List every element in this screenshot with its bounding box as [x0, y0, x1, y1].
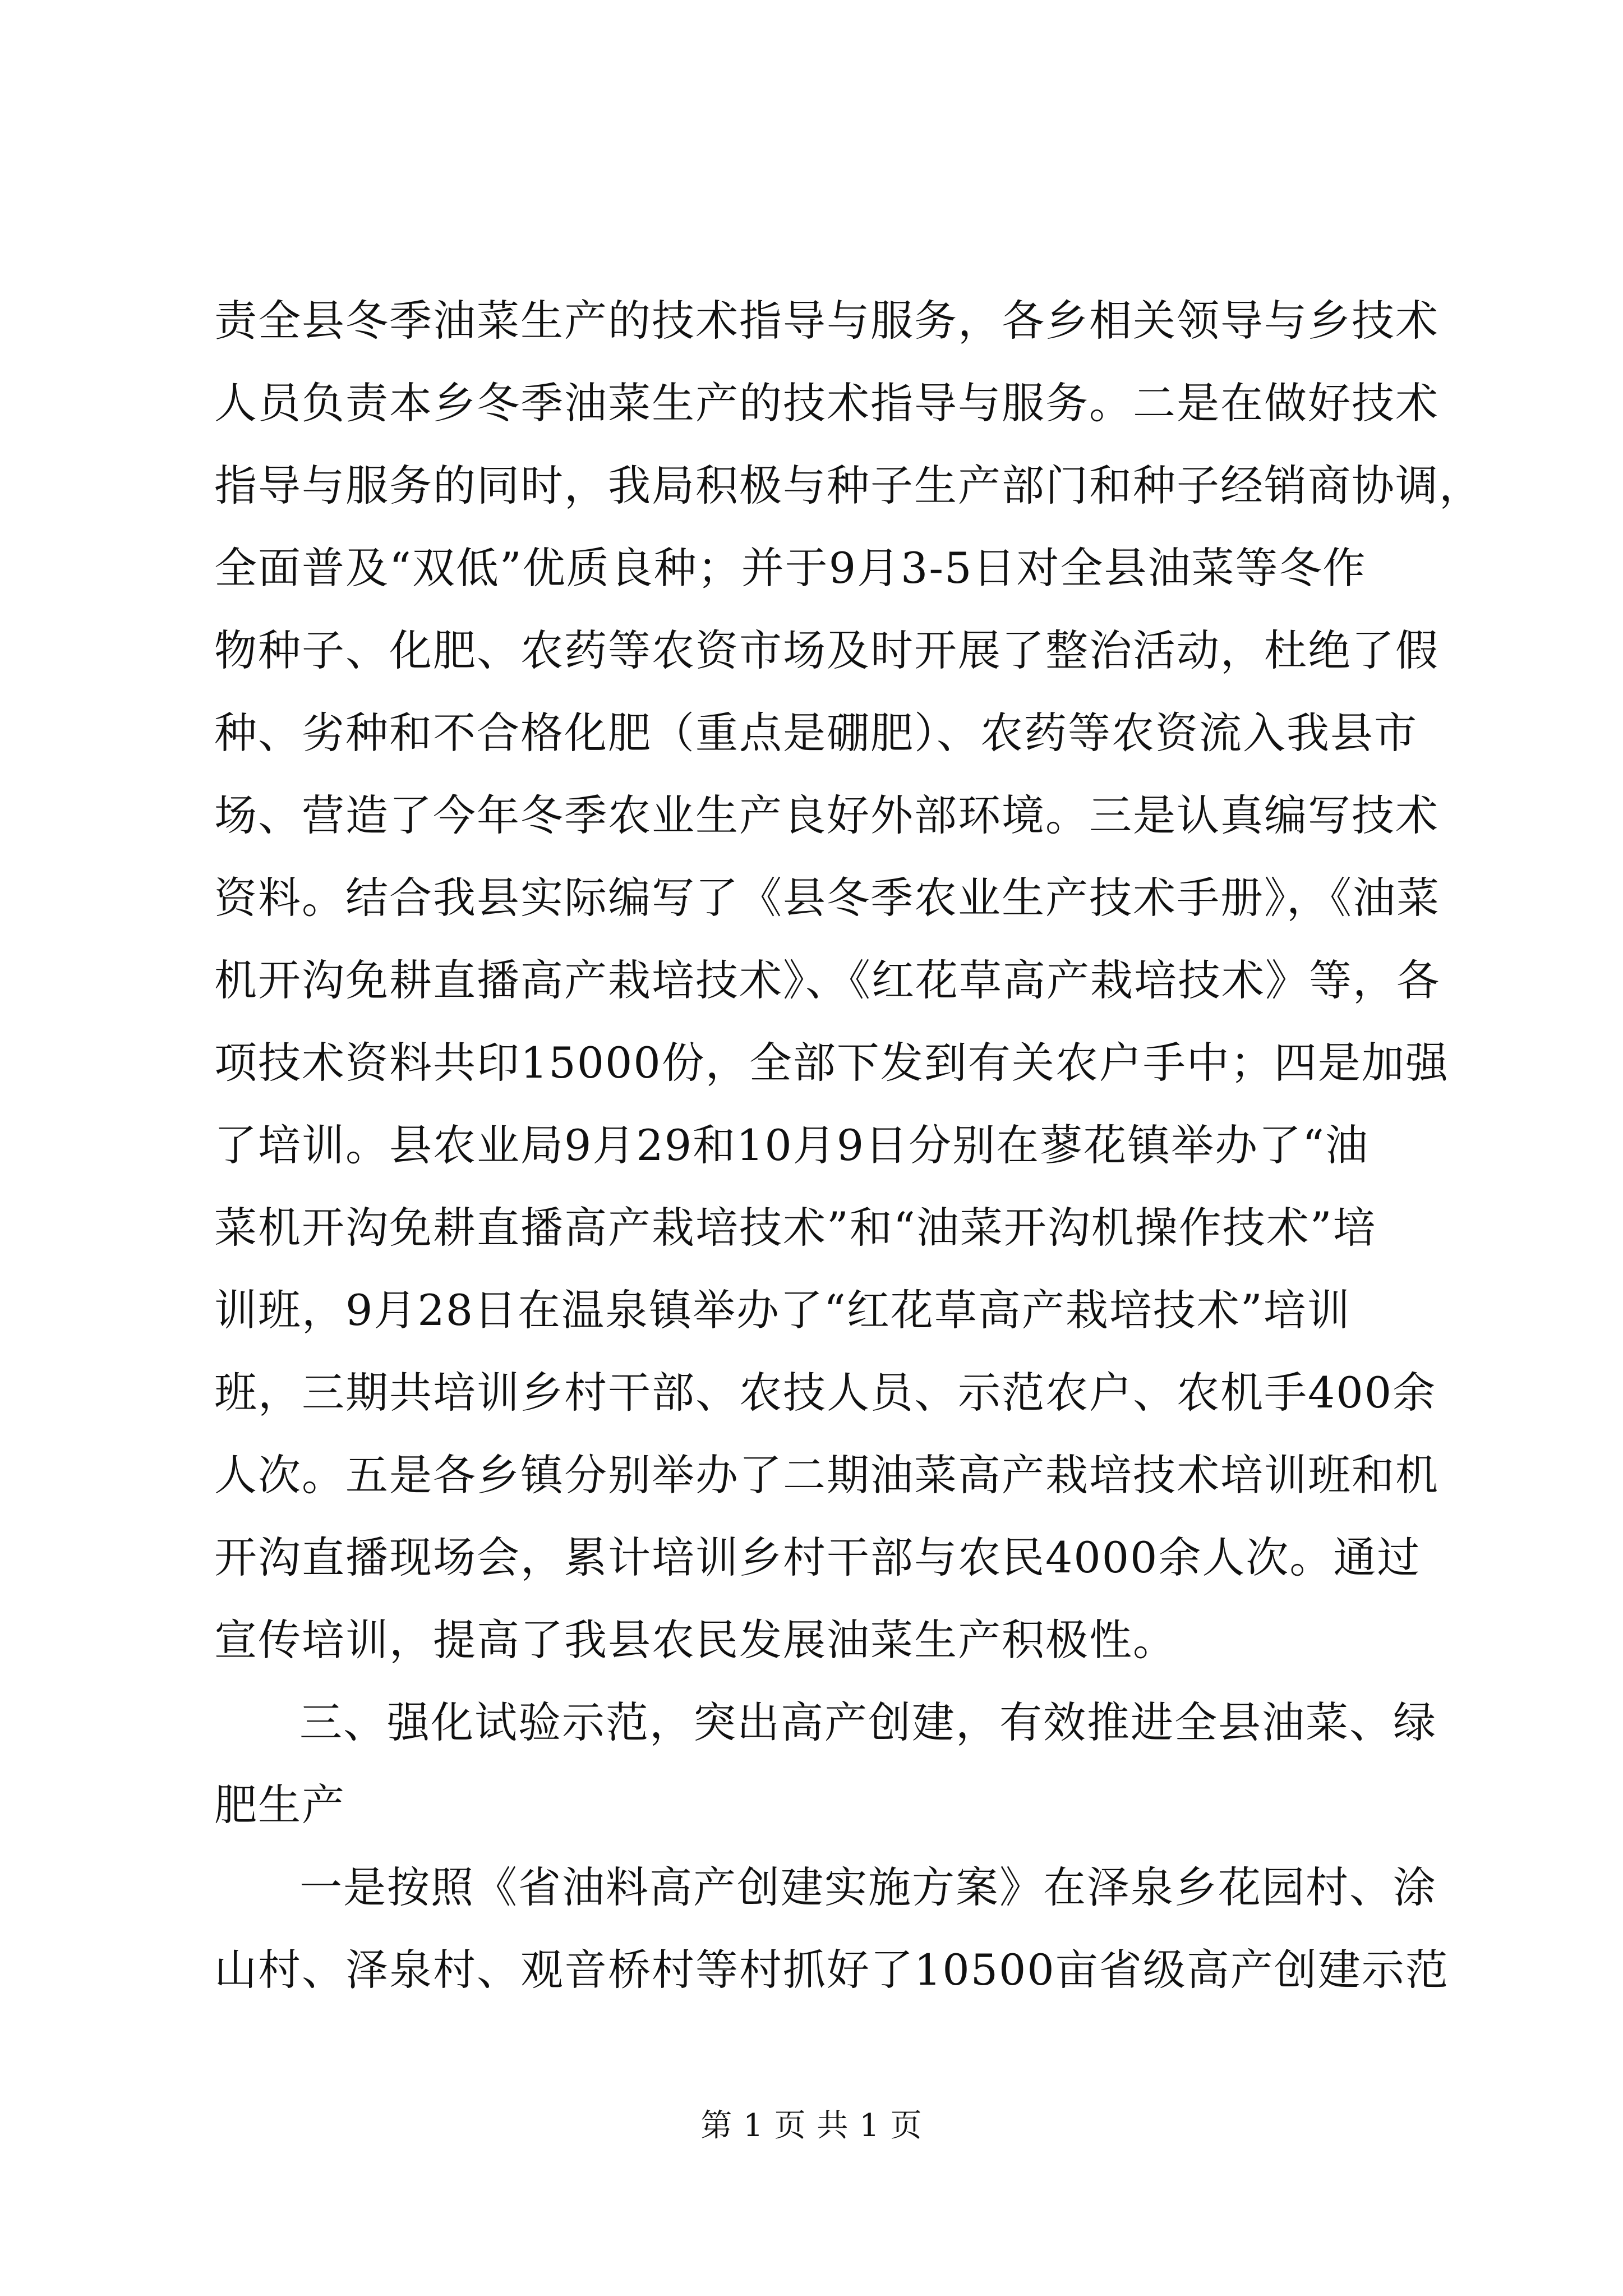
text-line: 宣传培训，提高了我县农民发展油菜生产积极性。	[214, 1615, 1177, 1665]
text-line: 物种子、化肥、农药等农资市场及时开展了整治活动，杜绝了假	[214, 625, 1439, 675]
text-line: 指导与服务的同时，我局积极与种子生产部门和种子经销商协调，	[214, 461, 1483, 510]
text-line: 资料。结合我县实际编写了《县冬季农业生产技术手册》，《油菜	[214, 873, 1440, 923]
text-line: 项技术资料共印15000份，全部下发到有关农户手中；四是加强	[214, 1038, 1449, 1088]
text-line: 人次。五是各乡镇分别举办了二期油菜高产栽培技术培训班和机	[214, 1450, 1439, 1500]
text-line: 全面普及“双低”优质良种；并于9月3-5日对全县油菜等冬作	[214, 543, 1367, 593]
text-line: 场、营造了今年冬季农业生产良好外部环境。三是认真编写技术	[214, 790, 1439, 840]
document-body	[214, 279, 1483, 2011]
text-line: 班，三期共培训乡村干部、农技人员、示范农户、农机手400余	[214, 1368, 1437, 1418]
text-line: 种、劣种和不合格化肥（重点是硼肥）、农药等农资流入我县市	[214, 708, 1418, 758]
text-line: 人员负责本乡冬季油菜生产的技术指导与服务。二是在做好技术	[214, 378, 1439, 428]
text-line: 责全县冬季油菜生产的技术指导与服务，各乡相关领导与乡技术	[214, 296, 1439, 346]
text-line: 了培训。县农业局9月29和10月9日分别在蓼花镇举办了“油	[214, 1120, 1369, 1170]
text-line: 机开沟免耕直播高产栽培技术》、《红花草高产栽培技术》等，各	[214, 955, 1440, 1005]
section-heading-line: 三、强化试验示范，突出高产创建，有效推进全县油菜、绿	[299, 1697, 1437, 1747]
text-line: 开沟直播现场会，累计培训乡村干部与农民4000余人次。通过	[214, 1533, 1421, 1582]
text-line: 训班，9月28日在温泉镇举办了“红花草高产栽培技术”培训	[214, 1285, 1351, 1335]
section-heading-line: 肥生产	[214, 1780, 345, 1830]
text-line: 菜机开沟免耕直播高产栽培技术”和“油菜开沟机操作技术”培	[214, 1203, 1377, 1253]
text-line: 山村、泽泉村、观音桥村等村抓好了10500亩省级高产创建示范	[214, 1945, 1449, 1995]
page-footer: 第 1 页 共 1 页	[700, 2108, 923, 2144]
text-line: 一是按照《省油料高产创建实施方案》在泽泉乡花园村、涂	[299, 1862, 1437, 1912]
